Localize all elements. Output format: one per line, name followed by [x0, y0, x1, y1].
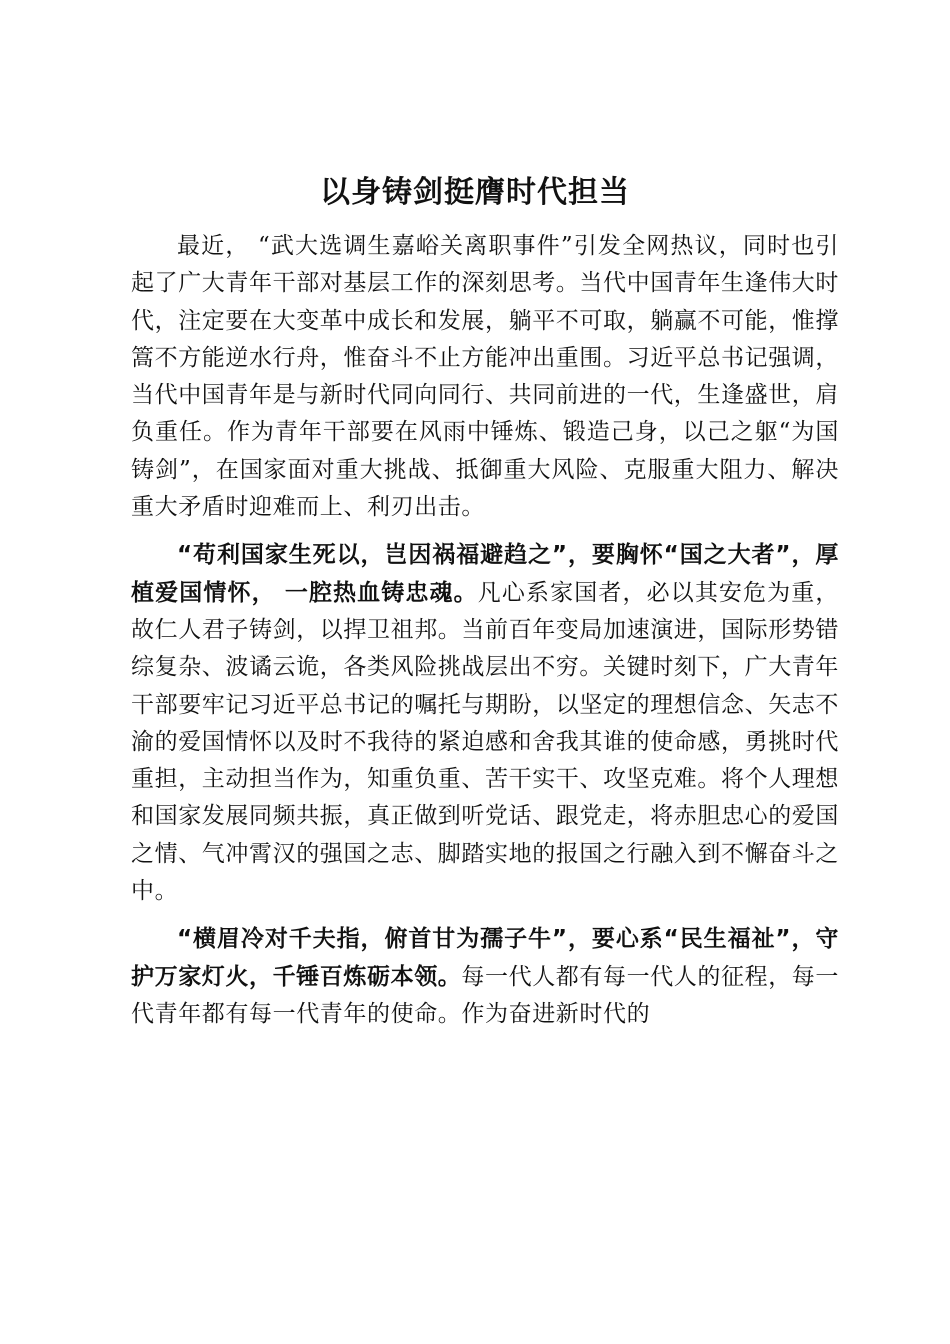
- paragraph-2-lead: “苟利国家生死以，岂因祸福避趋之”，要胸怀“国之大者”，厚植爱国情怀， 一腔热血铸忠魂。: [131, 542, 839, 606]
- paragraph-3-lead: “横眉冷对千夫指，俯首甘为孺子牛”，要心系“民生福祉”，守护万家灯火，千锤百炼砺本领。: [131, 926, 839, 990]
- document-body: [131, 228, 839, 1044]
- paragraph-2: [131, 537, 839, 910]
- document-title: 以身铸剑挺膺时代担当: [320, 175, 630, 210]
- paragraph-1-text: 最近， “武大选调生嘉峪关离职事件”引发全网热议，同时也引起了广大青年干部对基层工作的深刻思考。当代中国青年生逢伟大时代，注定要在大变革中成长和发展，躺平不可取，躺赢不可能，惟撑篙不方能逆水行舟，惟奋斗不止方能冲出重围。习近平总书记强调，当代中国青年是与新时代同向同行、共同前进的一代，生逢盛世，肩负重任。作为青年干部要在风雨中锤炼、锻造己身，以己之躯“为国铸剑”，在国家面对重大挑战、抵御重大风险、克服重大阻力、解决重大矛盾时迎难而上、利刃出击。: [131, 233, 839, 521]
- paragraph-3-text: 每一代人都有每一代人的征程，每一代青年都有每一代青年的使命。作为奋进新时代的: [131, 963, 840, 1027]
- paragraph-2-text: 凡心系家国者，必以其安危为重，故仁人君子铸剑，以捍卫祖邦。当前百年变局加速演进，国际形势错综复杂、波谲云诡，各类风险挑战层出不穷。关键时刻下，广大青年干部要牢记习近平总书记的嘱托与期盼，以坚定的理想信念、矢志不渝的爱国情怀以及时不我待的紧迫感和舍我其谁的使命感，勇挑时代重担，主动担当作为，知重负重、苦干实干、攻坚克难。将个人理想和国家发展同频共振，真正做到听党话、跟党走，将赤胆忠心的爱国之情、气冲霄汉的强国之志、脚踏实地的报国之行融入到不懈奋斗之中。: [131, 579, 839, 905]
- paragraph-1: [131, 228, 839, 526]
- paragraph-3: [131, 921, 839, 1033]
